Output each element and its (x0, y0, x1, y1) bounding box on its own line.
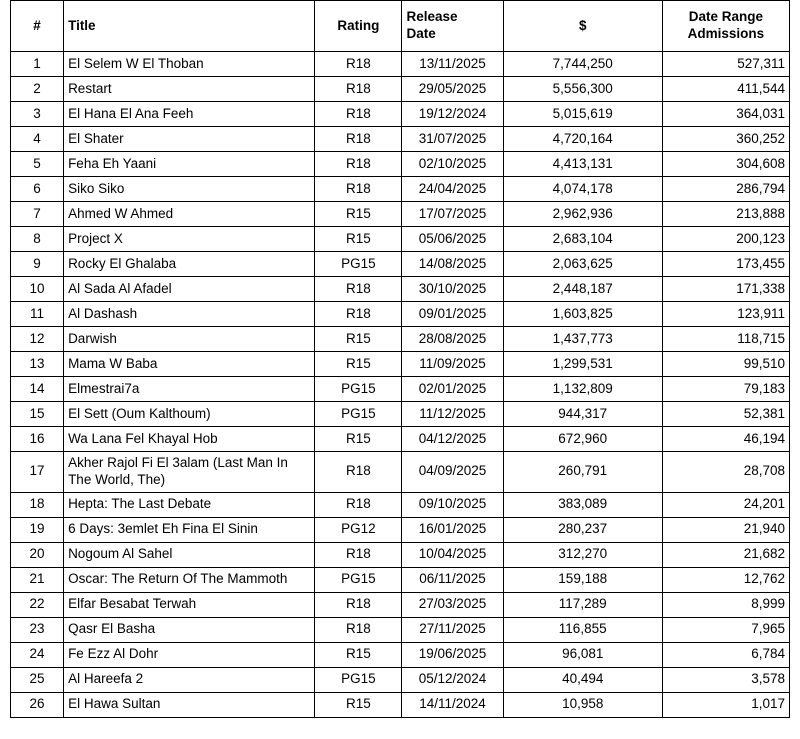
cell-release-date: 04/12/2025 (402, 427, 503, 452)
cell-admissions: 28,708 (662, 452, 789, 493)
cell-release-date: 14/08/2025 (402, 252, 503, 277)
cell-gross: 117,289 (503, 592, 662, 617)
cell-rating: R18 (315, 277, 402, 302)
cell-gross: 159,188 (503, 567, 662, 592)
cell-gross: 2,448,187 (503, 277, 662, 302)
cell-gross: 944,317 (503, 402, 662, 427)
table-row (11, 692, 790, 717)
cell-rating: PG15 (315, 402, 402, 427)
table-row (11, 402, 790, 427)
cell-admissions: 52,381 (662, 402, 789, 427)
cell-admissions: 171,338 (662, 277, 789, 302)
cell-rating: R15 (315, 227, 402, 252)
cell-rating: R18 (315, 152, 402, 177)
cell-title: El Hawa Sultan (64, 692, 315, 717)
cell-release-date: 19/12/2024 (402, 102, 503, 127)
table-row (11, 102, 790, 127)
cell-title: Rocky El Ghalaba (64, 252, 315, 277)
cell-admissions: 123,911 (662, 302, 789, 327)
cell-release-date: 27/11/2025 (402, 617, 503, 642)
cell-release-date: 31/07/2025 (402, 127, 503, 152)
cell-rating: R18 (315, 127, 402, 152)
cell-rank: 7 (11, 202, 64, 227)
table-row (11, 492, 790, 517)
cell-admissions: 286,794 (662, 177, 789, 202)
cell-admissions: 8,999 (662, 592, 789, 617)
cell-title: Fe Ezz Al Dohr (64, 642, 315, 667)
cell-admissions: 46,194 (662, 427, 789, 452)
cell-gross: 10,958 (503, 692, 662, 717)
cell-gross: 383,089 (503, 492, 662, 517)
cell-release-date: 09/01/2025 (402, 302, 503, 327)
cell-gross: 280,237 (503, 517, 662, 542)
cell-rating: R15 (315, 202, 402, 227)
cell-rank: 12 (11, 327, 64, 352)
cell-rank: 14 (11, 377, 64, 402)
cell-rank: 18 (11, 492, 64, 517)
column-header-admissions (662, 1, 789, 52)
cell-gross: 2,683,104 (503, 227, 662, 252)
table-header (11, 1, 790, 52)
cell-gross: 40,494 (503, 667, 662, 692)
table-row (11, 202, 790, 227)
cell-title: Nogoum Al Sahel (64, 542, 315, 567)
cell-admissions: 411,544 (662, 77, 789, 102)
cell-rank: 10 (11, 277, 64, 302)
cell-admissions: 21,940 (662, 517, 789, 542)
cell-title: El Sett (Oum Kalthoum) (64, 402, 315, 427)
column-header-release-line2: Date (406, 26, 436, 41)
table-row (11, 517, 790, 542)
cell-rank: 9 (11, 252, 64, 277)
cell-gross: 5,015,619 (503, 102, 662, 127)
cell-gross: 2,063,625 (503, 252, 662, 277)
cell-rating: R18 (315, 77, 402, 102)
cell-release-date: 06/11/2025 (402, 567, 503, 592)
cell-rating: R18 (315, 492, 402, 517)
cell-rank: 24 (11, 642, 64, 667)
cell-gross: 4,413,131 (503, 152, 662, 177)
cell-admissions: 527,311 (662, 52, 789, 77)
cell-title: Hepta: The Last Debate (64, 492, 315, 517)
table-row (11, 352, 790, 377)
cell-rating: R15 (315, 642, 402, 667)
table-row (11, 567, 790, 592)
cell-rating: R18 (315, 302, 402, 327)
table-row (11, 152, 790, 177)
cell-rank: 4 (11, 127, 64, 152)
cell-rank: 6 (11, 177, 64, 202)
column-header-rating (315, 1, 402, 52)
table-row (11, 377, 790, 402)
cell-rank: 15 (11, 402, 64, 427)
cell-admissions: 79,183 (662, 377, 789, 402)
table-row (11, 302, 790, 327)
cell-admissions: 213,888 (662, 202, 789, 227)
cell-rank: 16 (11, 427, 64, 452)
cell-release-date: 19/06/2025 (402, 642, 503, 667)
cell-release-date: 05/06/2025 (402, 227, 503, 252)
cell-release-date: 27/03/2025 (402, 592, 503, 617)
cell-title: Al Sada Al Afadel (64, 277, 315, 302)
cell-rank: 5 (11, 152, 64, 177)
column-header-rank (11, 1, 64, 52)
cell-rank: 20 (11, 542, 64, 567)
cell-release-date: 04/09/2025 (402, 452, 503, 493)
cell-rank: 23 (11, 617, 64, 642)
cell-title: Akher Rajol Fi El 3alam (Last Man In The World, The) (64, 452, 315, 493)
cell-rank: 2 (11, 77, 64, 102)
cell-release-date: 02/01/2025 (402, 377, 503, 402)
column-header-title-label: Title (68, 17, 96, 33)
column-header-gross-label: $ (578, 17, 587, 33)
cell-title: Oscar: The Return Of The Mammoth (64, 567, 315, 592)
cell-rating: R15 (315, 327, 402, 352)
cell-rating: R18 (315, 102, 402, 127)
table-row (11, 452, 790, 493)
cell-rating: PG15 (315, 667, 402, 692)
table-row (11, 617, 790, 642)
cell-rank: 3 (11, 102, 64, 127)
cell-title: Wa Lana Fel Khayal Hob (64, 427, 315, 452)
cell-admissions: 7,965 (662, 617, 789, 642)
table-row (11, 667, 790, 692)
cell-rating: PG15 (315, 252, 402, 277)
cell-gross: 4,720,164 (503, 127, 662, 152)
cell-title: 6 Days: 3emlet Eh Fina El Sinin (64, 517, 315, 542)
cell-admissions: 1,017 (662, 692, 789, 717)
table-row (11, 542, 790, 567)
column-header-admissions-line1: Date Range (688, 9, 764, 25)
cell-rank: 11 (11, 302, 64, 327)
cell-admissions: 173,455 (662, 252, 789, 277)
cell-rating: R18 (315, 542, 402, 567)
cell-gross: 1,299,531 (503, 352, 662, 377)
cell-title: Darwish (64, 327, 315, 352)
table-body (11, 52, 790, 718)
cell-gross: 1,437,773 (503, 327, 662, 352)
cell-title: Siko Siko (64, 177, 315, 202)
column-header-rank-label: # (33, 17, 41, 33)
cell-rating: PG12 (315, 517, 402, 542)
table-row (11, 77, 790, 102)
table-row (11, 642, 790, 667)
table-row (11, 327, 790, 352)
cell-rating: R15 (315, 352, 402, 377)
cell-admissions: 12,762 (662, 567, 789, 592)
cell-title: Restart (64, 77, 315, 102)
cell-admissions: 24,201 (662, 492, 789, 517)
table-row (11, 127, 790, 152)
cell-rank: 17 (11, 452, 64, 493)
cell-release-date: 28/08/2025 (402, 327, 503, 352)
cell-title: Ahmed W Ahmed (64, 202, 315, 227)
cell-title: Project X (64, 227, 315, 252)
cell-rank: 22 (11, 592, 64, 617)
cell-release-date: 29/05/2025 (402, 77, 503, 102)
cell-title: Al Hareefa 2 (64, 667, 315, 692)
cell-gross: 1,132,809 (503, 377, 662, 402)
column-header-gross (503, 1, 662, 52)
cell-admissions: 21,682 (662, 542, 789, 567)
cell-gross: 96,081 (503, 642, 662, 667)
table-row (11, 252, 790, 277)
table-row (11, 227, 790, 252)
cell-admissions: 6,784 (662, 642, 789, 667)
cell-title: Al Dashash (64, 302, 315, 327)
cell-release-date: 24/04/2025 (402, 177, 503, 202)
cell-gross: 672,960 (503, 427, 662, 452)
column-header-rating-label: Rating (337, 17, 380, 33)
cell-gross: 2,962,936 (503, 202, 662, 227)
cell-release-date: 11/12/2025 (402, 402, 503, 427)
cell-release-date: 09/10/2025 (402, 492, 503, 517)
cell-release-date: 05/12/2024 (402, 667, 503, 692)
cell-title: El Selem W El Thoban (64, 52, 315, 77)
cell-rank: 21 (11, 567, 64, 592)
cell-title: Elmestrai7a (64, 377, 315, 402)
table-row (11, 177, 790, 202)
cell-admissions: 360,252 (662, 127, 789, 152)
cell-release-date: 10/04/2025 (402, 542, 503, 567)
cell-admissions: 364,031 (662, 102, 789, 127)
cell-rank: 13 (11, 352, 64, 377)
table-row (11, 592, 790, 617)
cell-title: El Shater (64, 127, 315, 152)
cell-rank: 25 (11, 667, 64, 692)
cell-rating: R15 (315, 427, 402, 452)
cell-title: Feha Eh Yaani (64, 152, 315, 177)
cell-title: Elfar Besabat Terwah (64, 592, 315, 617)
cell-gross: 312,270 (503, 542, 662, 567)
table-row (11, 277, 790, 302)
cell-rating: PG15 (315, 567, 402, 592)
box-office-table (10, 0, 790, 718)
table-row (11, 427, 790, 452)
cell-gross: 260,791 (503, 452, 662, 493)
cell-release-date: 02/10/2025 (402, 152, 503, 177)
cell-gross: 7,744,250 (503, 52, 662, 77)
cell-rank: 19 (11, 517, 64, 542)
cell-admissions: 3,578 (662, 667, 789, 692)
cell-rating: R18 (315, 452, 402, 493)
column-header-admissions-line2: Admissions (687, 26, 765, 41)
column-header-release-date (402, 1, 503, 52)
cell-rating: R18 (315, 592, 402, 617)
cell-release-date: 17/07/2025 (402, 202, 503, 227)
cell-gross: 4,074,178 (503, 177, 662, 202)
cell-admissions: 200,123 (662, 227, 789, 252)
cell-release-date: 13/11/2025 (402, 52, 503, 77)
cell-gross: 5,556,300 (503, 77, 662, 102)
cell-rating: R18 (315, 52, 402, 77)
cell-release-date: 14/11/2024 (402, 692, 503, 717)
cell-rating: PG15 (315, 377, 402, 402)
cell-title: El Hana El Ana Feeh (64, 102, 315, 127)
cell-rank: 26 (11, 692, 64, 717)
cell-release-date: 16/01/2025 (402, 517, 503, 542)
cell-gross: 1,603,825 (503, 302, 662, 327)
cell-rating: R15 (315, 692, 402, 717)
cell-admissions: 304,608 (662, 152, 789, 177)
cell-admissions: 118,715 (662, 327, 789, 352)
cell-title: Qasr El Basha (64, 617, 315, 642)
cell-admissions: 99,510 (662, 352, 789, 377)
cell-rank: 1 (11, 52, 64, 77)
cell-rating: R18 (315, 177, 402, 202)
cell-rank: 8 (11, 227, 64, 252)
cell-release-date: 11/09/2025 (402, 352, 503, 377)
cell-release-date: 30/10/2025 (402, 277, 503, 302)
cell-rating: R18 (315, 617, 402, 642)
column-header-title (64, 1, 315, 52)
cell-title: Mama W Baba (64, 352, 315, 377)
cell-gross: 116,855 (503, 617, 662, 642)
column-header-release-line1: Release (406, 9, 458, 25)
table-row (11, 52, 790, 77)
table-header-row (11, 1, 790, 52)
